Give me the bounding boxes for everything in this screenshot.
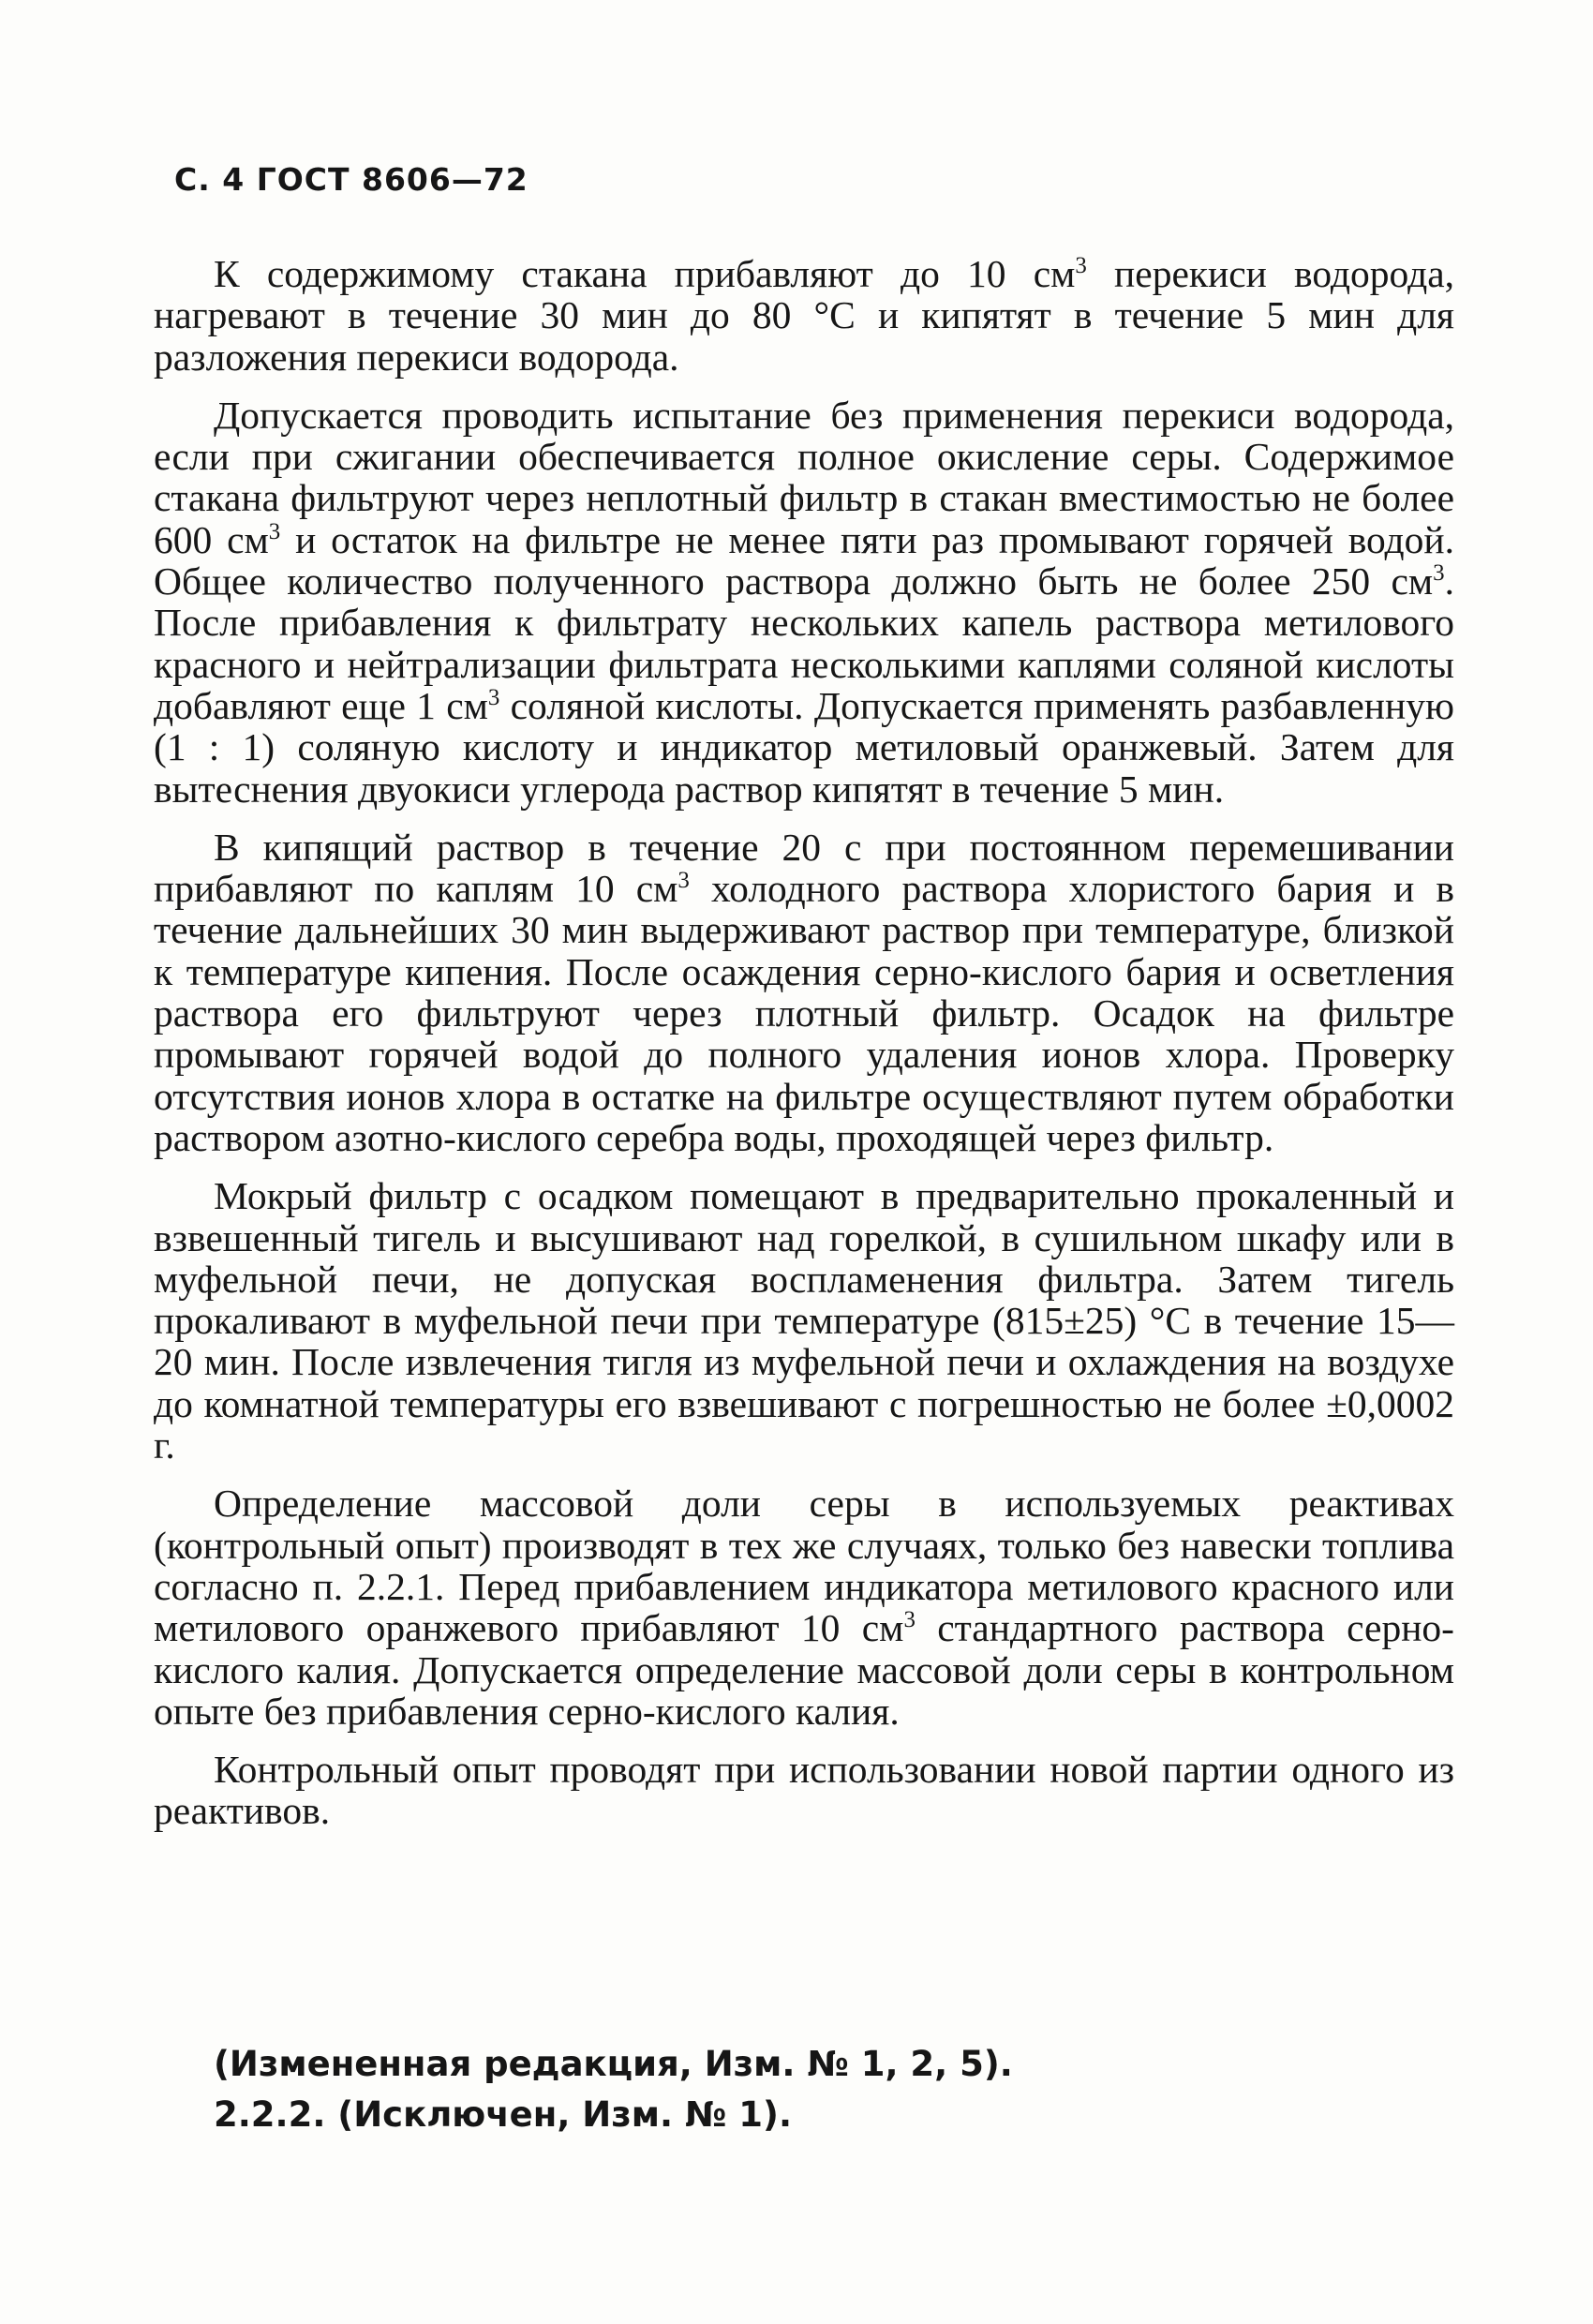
paragraph-filtration: Допускается проводить испытание без применения перекиси водорода, если при сжигании обеспечивается полное окисление серы. Содержимое стакана фильтруют через неплотный фильтр в стакан вместимостью не более 600 $см^3$ и остаток на фильтре не менее пяти раз промывают горячей водой. Общее количество полученного раствора должно быть не более 250 $см^3$. После прибавления к фильтрату нескольких капель раствора метилового красного и нейтрализации фильтрата несколькими каплями соляной кислоты добавляют еще 1 $см^3$ соляной кислоты. Допускается применять разбавленную (1 : 1) соляную кислоту и индикатор метиловый оранжевый. Затем для вытеснения двуокиси углерода раствор кипятят в течение 5 мин. [154, 393, 1455, 811]
revision-note: (Измененная редакция, Изм. № 1, 2, 5). [214, 2044, 1013, 2084]
paragraph-calcination: Мокрый фильтр с осадком помещают в предварительно прокаленный и взвешенный тигель и высушивают над горелкой, в сушильном шкафу или в муфельной печи, не допуская воспламенения фильтра. Затем тигель прокаливают в муфельной печи при температуре (815±25) °С в течение 15—20 мин. После извлечения тигля из муфельной печи и охлаждения на воздухе до комнатной температуры его взвешивают с погрешностью не более ±0,0002 г. [154, 1174, 1454, 1467]
paragraph-precipitation: В кипящий раствор в течение 20 с при постоянном перемешивании прибавляют по каплям 10 $см^3$ холодного раствора хлористого бария и в течение дальнейших 30 мин выдерживают раствор при температуре, близкой к температуре кипения. После осаждения серно-кислого бария и осветления раствора его фильтруют через плотный фильтр. Осадок на фильтре промывают горячей водой до полного удаления ионов хлора. Проверку отсутствия ионов хлора в остатке на фильтре осуществляют путем обработки раствором азотно-кислого серебра воды, проходящей через фильтр. [154, 825, 1454, 1159]
page-header: С. 4 ГОСТ 8606—72 [174, 161, 529, 198]
paragraph-peroxide: К содержимому стакана прибавляют до 10 $см^3$ перекиси водорода, нагревают в течение 30 мин до 80 °С и кипятят в течение 5 мин для разложения перекиси водорода. [154, 252, 1454, 379]
paragraph-new-batch: Контрольный опыт проводят при использовании новой партии одного из реактивов. [154, 1748, 1454, 1833]
excluded-clause-note: 2.2.2. (Исключен, Изм. № 1). [214, 2094, 793, 2135]
document-body [154, 253, 1454, 1837]
paragraph-control-test: Определение массовой доли серы в используемых реактивах (контрольный опыт) производят в тех же случаях, только без навески топлива согласно п. 2.2.1. Перед прибавлением индикатора метилового красного или метилового оранжевого прибавляют 10 $см^3$ стандартного раствора серно-кислого калия. Допускается определение массовой доли серы в контрольном опыте без прибавления серно-кислого калия. [154, 1482, 1454, 1733]
